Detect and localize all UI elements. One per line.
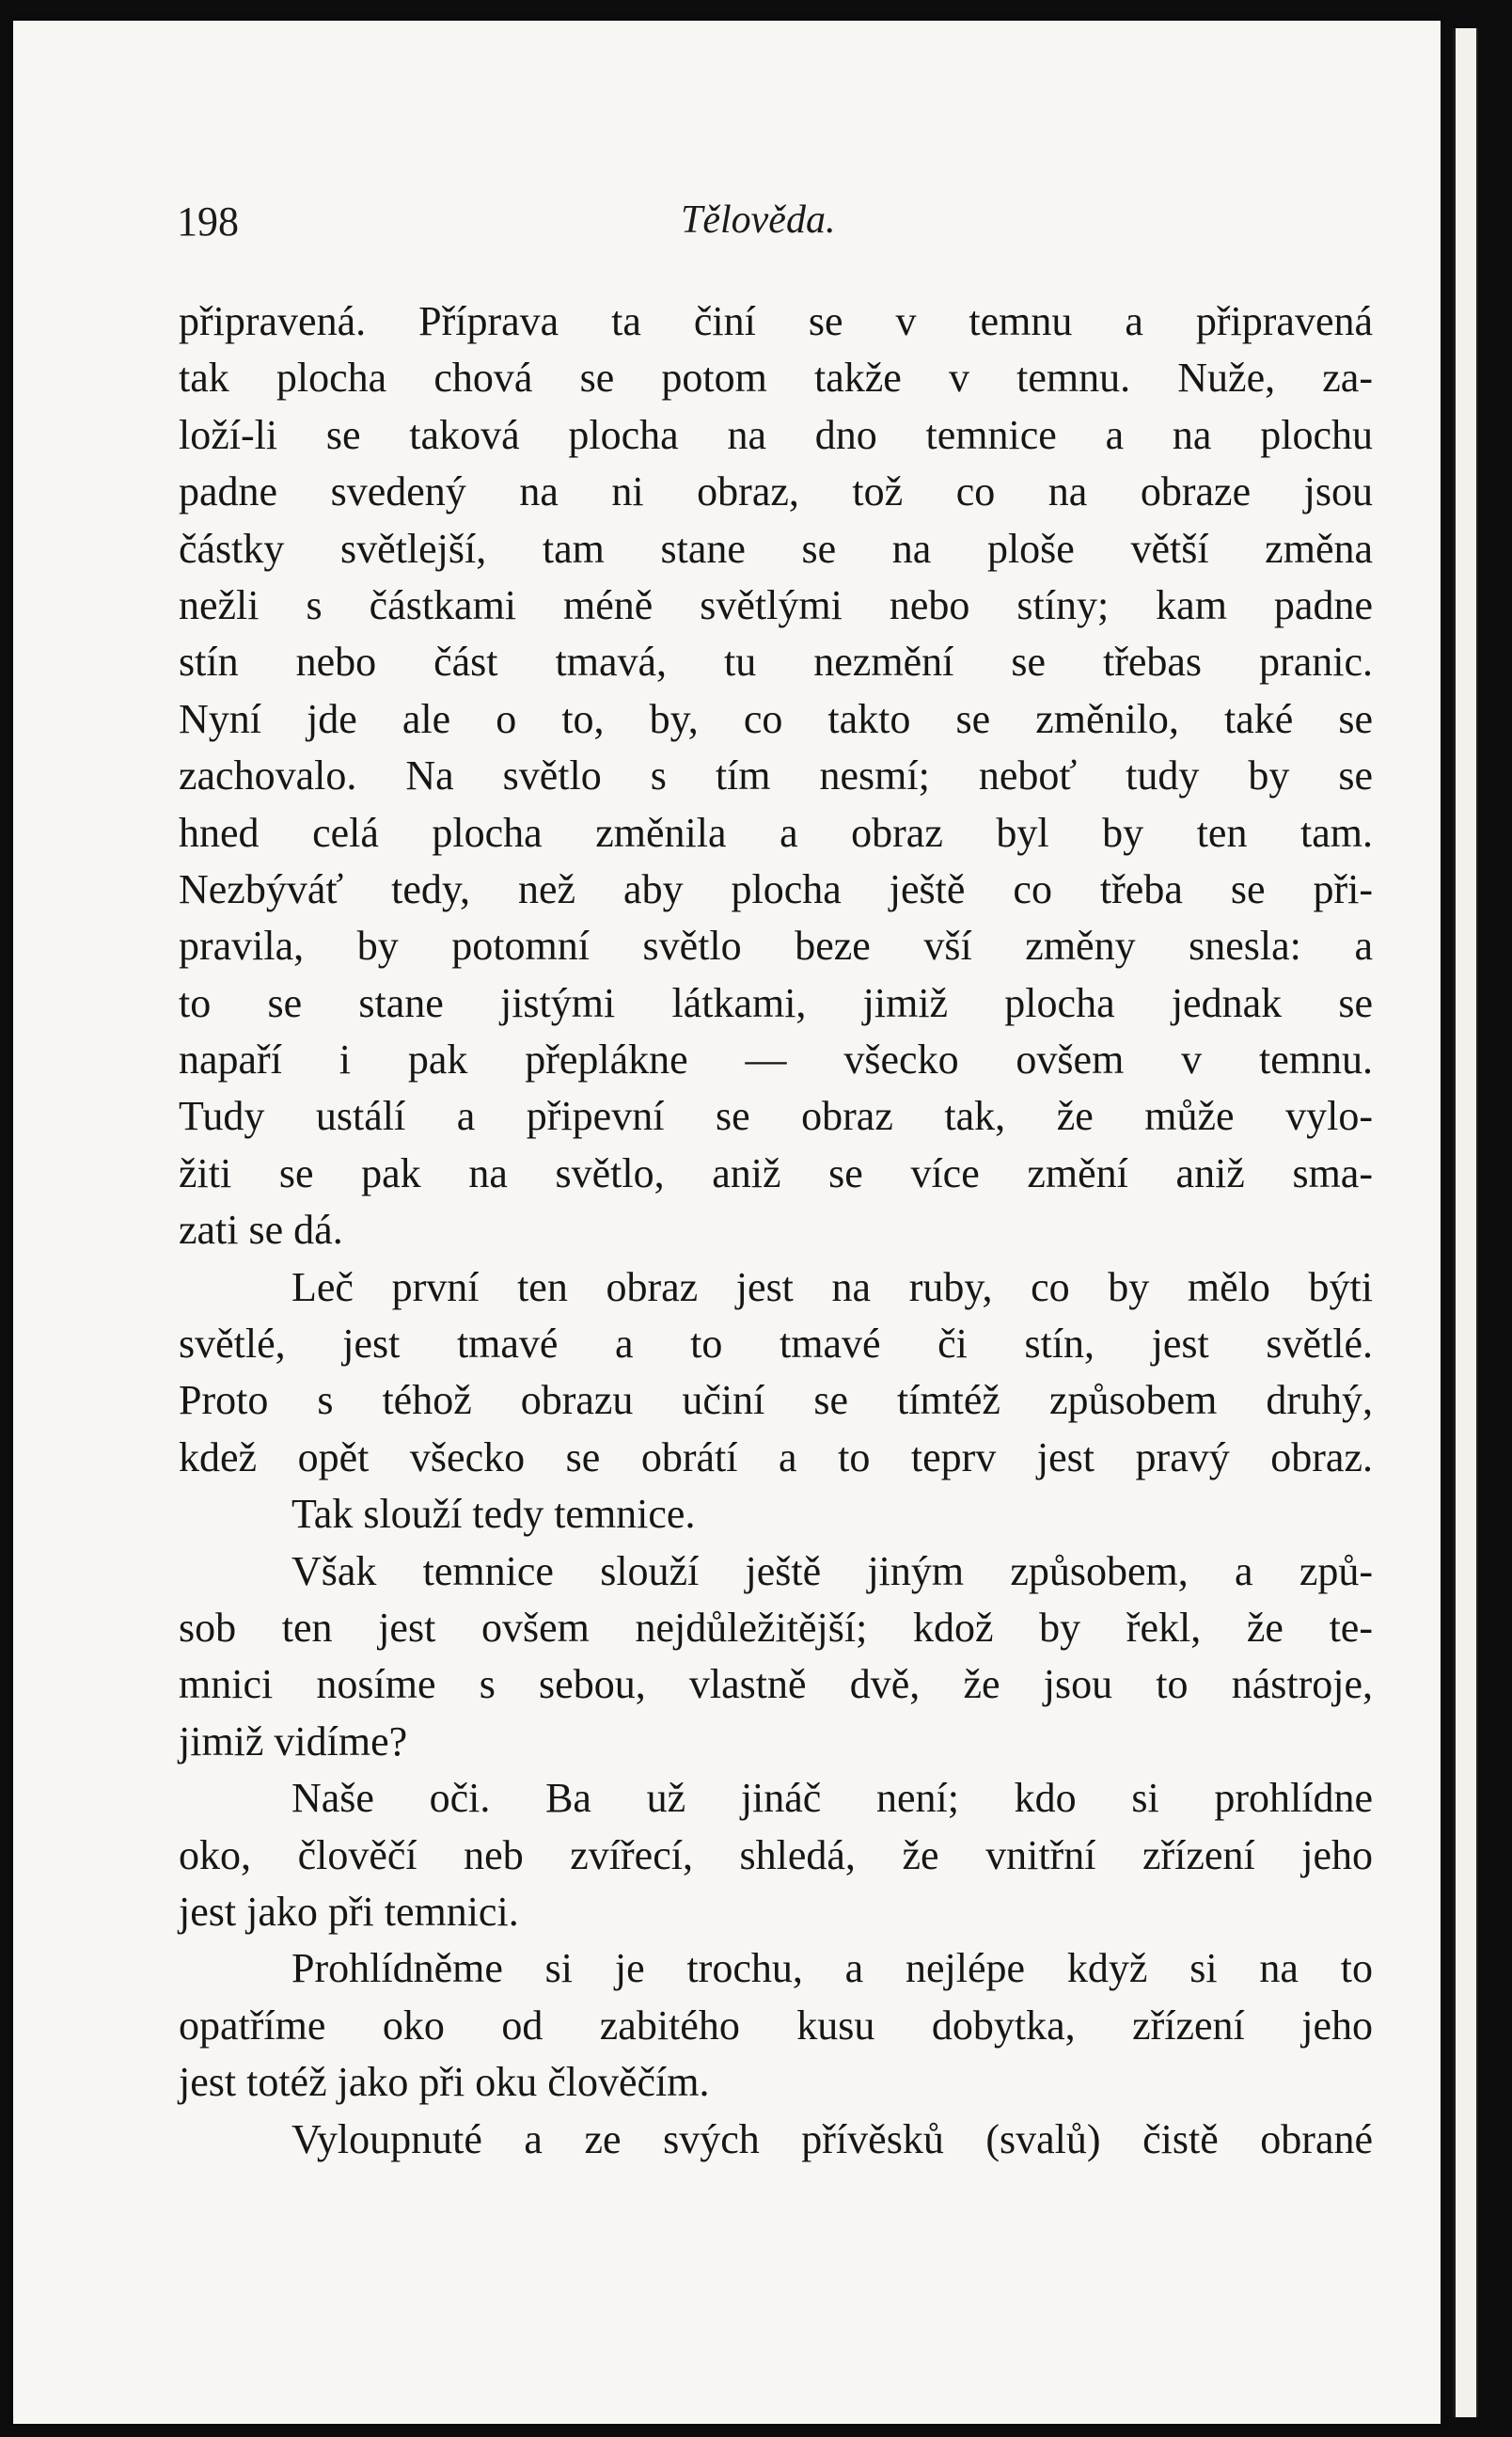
text-line-29: jest jako při temnici.: [179, 1888, 519, 1935]
text-line-1: připravená. Příprava ta činí se v temnu a připravená: [179, 298, 1373, 344]
running-head: [165, 198, 1369, 254]
text-line-14: napaří i pak přeplákne — všecko ovšem v temnu.: [179, 1037, 1373, 1084]
text-line-23: Však temnice slouží ještě jiným způsobem, a způ-: [291, 1547, 1373, 1594]
text-line-32: jest totéž jako při oku člověčím.: [179, 2059, 710, 2106]
text-line-30: Prohlídněme si je trochu, a nejlépe když si na to: [291, 1945, 1373, 1992]
text-line-3: loží-li se taková plocha na dno temnice a na plochu: [179, 411, 1373, 458]
text-line-24: sob ten jest ovšem nejdůležitější; kdož by řekl, že te-: [179, 1604, 1373, 1651]
text-line-16: žiti se pak na světlo, aniž se více změní aniž sma-: [179, 1149, 1373, 1196]
text-line-8: Nyní jde ale o to, by, co takto se změnilo, také se: [179, 695, 1373, 742]
text-line-26: jimiž vidíme?: [179, 1717, 408, 1764]
text-line-27: Naše oči. Ba už jináč není; kdo si prohlídne: [291, 1775, 1373, 1822]
text-line-31: opatříme oko od zabitého kusu dobytka, zřízení jeho: [179, 2002, 1373, 2049]
text-line-19: světlé, jest tmavé a to tmavé či stín, jest světlé.: [179, 1321, 1373, 1368]
text-line-4: padne svedený na ni obraz, tož co na obraze jsou: [179, 468, 1373, 515]
text-line-12: pravila, by potomní světlo beze vší změny snesla: a: [179, 923, 1373, 970]
text-line-2: tak plocha chová se potom takže v temnu. Nuže, za-: [179, 355, 1373, 402]
text-line-21: kdež opět všecko se obrátí a to teprv jest pravý obraz.: [179, 1433, 1373, 1480]
text-line-15: Tudy ustálí a připevní se obraz tak, že může vylo-: [179, 1093, 1373, 1140]
text-line-10: hned celá plocha změnila a obraz byl by ten tam.: [179, 809, 1373, 856]
text-line-9: zachovalo. Na světlo s tím nesmí; neboť tudy by se: [179, 752, 1373, 799]
page-number: 198: [177, 198, 239, 245]
text-line-7: stín nebo část tmavá, tu nezmění se třebas pranic.: [179, 639, 1373, 686]
body-text: [179, 293, 1373, 2168]
text-line-25: mnici nosíme s sebou, vlastně dvě, že jsou to nástroje,: [179, 1661, 1373, 1708]
text-line-13: to se stane jistými látkami, jimiž plocha jednak se: [179, 979, 1373, 1026]
text-line-28: oko, člověčí neb zvířecí, shledá, že vnitřní zřízení jeho: [179, 1831, 1373, 1878]
text-line-17: zati se dá.: [179, 1207, 343, 1254]
running-title: Tělověda.: [681, 198, 836, 242]
text-line-33: Vyloupnuté a ze svých přívěsků (svalů) čistě obrané: [291, 2115, 1373, 2162]
next-page-edge: [1453, 28, 1478, 2417]
text-line-18: Leč první ten obraz jest na ruby, co by mělo býti: [291, 1263, 1373, 1310]
text-line-22: Tak slouží tedy temnice.: [291, 1491, 696, 1538]
text-line-20: Proto s téhož obrazu učiní se tímtéž způsobem druhý,: [179, 1377, 1373, 1424]
text-line-6: nežli s částkami méně světlými nebo stíny; kam padne: [179, 581, 1373, 628]
text-line-5: částky světlejší, tam stane se na ploše větší změna: [179, 525, 1373, 572]
text-line-11: Nezbýváť tedy, než aby plocha ještě co třeba se při-: [179, 865, 1373, 912]
